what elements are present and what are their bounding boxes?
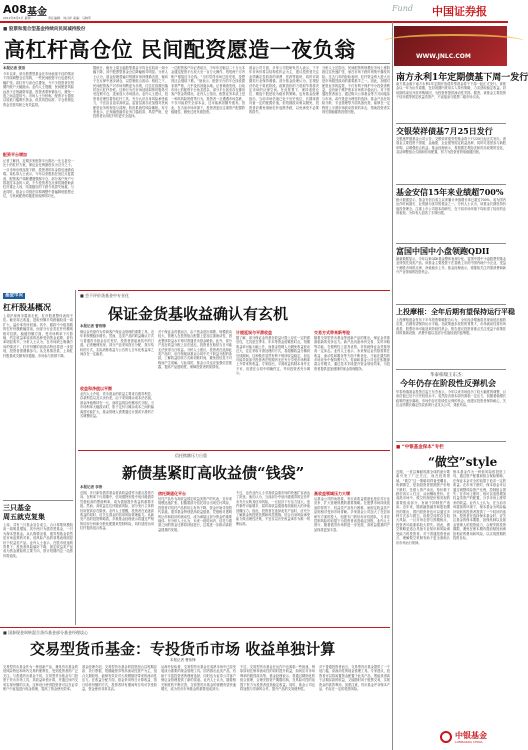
fund-en-label: Fund [392, 4, 413, 13]
masthead-rule [0, 21, 508, 23]
date-line: 2012年8月6日 星期一 [3, 16, 34, 20]
footer-logo-text: 中银基金 [455, 731, 487, 740]
bottom-headline: 交易型货币基金：专投货币市场 收益单独计算 [30, 640, 336, 658]
lead-body-col2: 据统计，截至上周五偏股型基金平均仓位较前一周小幅下降，其中股票型基金仓位降幅相对明显。分析人士认为，基金经理普遍对短期市场持谨慎态度，倾向于在反弹中逐步减仓，以控制组合波动。相较之下，民间配资客户对市场判断更为乐观，往往在指数回落时加大杠杆抄底。这种行为在市场延续弱势时极易引发连锁平仓，进而放大市场波动。业内人士建议，投资者应理性看待杠杆工具，充分认识自身风险承受能力，不宜盲目追求高收益。监管层面亦应加强对民间配资业务的规范与清理，防范系统性风险累积。有专家表示，正规融资融券业务门槛较高、风控严格，是投资者运用杠杆的更安全选择。 [93, 66, 168, 119]
right-rule-1 [396, 123, 506, 124]
story3-top-rule [78, 450, 390, 451]
footer-logo[interactable] [440, 728, 506, 748]
editor-line: 责任编辑：刘兴祥 美编：马晓军 [48, 16, 91, 20]
right-rule-5 [396, 369, 506, 370]
right-column-divider [392, 22, 393, 750]
story2-body-col2: 对于保证金货基而言，由于资金进出频繁，规模波动较大，管理人在投资组合配置上更加注重流动性，因此整体收益水平相对普通货币基金略低。此外，部分产品在收益分配上存在延迟，投资者在赎回当日可能无法获得当日收益。分析人士建议，投资者在选择此类产品时，应仔细阅读基金合同中关于收益分配的条款，了解收益结转方式和到账时间，避免因信息不对称而产生误解。与此同时，基金公司也应加强信息披露，提高产品透明度，保障投资者的知情权。 [158, 330, 232, 370]
lead-rule [3, 63, 390, 64]
story2-kicker: ■ 会不评价货基金中专业化 [80, 293, 130, 298]
right-feature-title: “做空”style [428, 455, 498, 469]
lead-subhead: 配资平台增加 [3, 152, 27, 157]
story2-body-col1b: 业内人士介绍，货币基金的收益主要来自债券利息、存款利息以及买卖价差。由于采用摊余成本法估值，基金净值维持在一元，而收益则以份额形式分配。当市场利率大幅波动时，影子定价与摊余成本之间的偏离度可能扩大，基金管理人需要通过计提或平滑的方式调整收益。 [80, 392, 154, 419]
story2-body-col3: 据了解，部分保证金货基在收益计提上存在一定的滞后性，尤其是在季末、年末等资金面紧张时点，短期收益率可能大幅上升，而基金管理人为避免收益波动过大，往往采取平滑处理的方式，将超额收益分摊到后续期间。这种做法虽然有利于保持收益稳定，但也可能导致部分投资者在短期内无法充分享受市场利率上升带来的收益。专家指出，平滑收益机制本身并无不妥，但需在合同中明确约定，并向投资者充分揭示。 [236, 336, 310, 376]
bottom-body-col2: 基金经理介绍，交易型货币基金的投资组合以短期存款、央行票据、短期融资券等高流动性资产为主，组合久期较短，能够有效应对大规模赎回带来的流动性压力。在收益分配方面，基金采用每日计算收益、按日结转份额的方式，投资者持有期间每日均可享受收益，资金使用非常灵活。 [82, 665, 157, 692]
bottom-body-col4: 不过，交易型货币基金在运作中也面临一些挑战，例如如何在保持流动性的同时提升收益，如何应对市场利率的剧烈波动等。基金经理表示，将通过精细化的组合管理，合理安排资产期限结构，在风险可控的前提下努力为投资者创造稳定收益。同时，基金公司也将加强与券商的合作，提升产品的交易便利性。 [240, 665, 315, 692]
paper-logo: 中国证券报 [432, 5, 487, 18]
fund-column-header: 基金市况 [5, 293, 23, 298]
lead-body-col1b: 记者了解到，近期多家配资平台推出一比五甚至一比十的杠杆方案，保证金比例最低仅为百分之十。一旦市场出现连续下跌，投资者的本金将迅速被吞噬。某私募人士表示，今年以来股指在低位反复震荡，配资客户频繁遭遇强制平仓，部分客户账户亏损超过本金的八成。不少投资者在反弹初期借助高杠杆重仓入场，结果随后的下跌令其损失惨重。与此同时，基金公司则在结构调整中普遍降低股票仓位，与民间配资的激进形成鲜明对比。 [3, 159, 74, 199]
bottom-byline: 本报记者 曹伟锋 [170, 658, 196, 662]
story2-byline: 本报记者 曹伟锋 [80, 324, 106, 328]
page-number: A08 [3, 3, 27, 16]
bottom-body-col3: 从海外经验看，交易型货币基金在成熟市场中已经发展成为重要的现金管理工具。国内推出此类产品，有助于丰富投资者的理财选择，同时也为证券公司客户保证金管理提供了新的渠道。业内人士认为，随着相关制度的不断完善，交易型货币基金的规模有望快速增长，成为货币市场基金的重要组成部分。 [161, 665, 236, 692]
right-rule-6 [396, 441, 506, 442]
masthead [0, 0, 508, 22]
story3-body-col3: 不过，也有业内人士对高收益债市场的快速扩容表达了担忧。他们认为，当前部分中低评级债券的定价并未充分反映其信用风险，一旦经济下行压力加大，违约事件可能增多，届时高收益债基将面临较大的净值回撤压力。因此，投资者在选择此类产品时，应充分了解基金的投资范围和风控措施，结合自身风险承受能力做出理性决策，不宜仅以历史收益率作为唯一判断标准。 [236, 491, 310, 526]
story3-body-col2: 信托产品作为高收益固定收益类资产的代表，近年来规模迅速扩张。但随着部分信托项目出现兑付风险，投资者对信托产品的信心有所下降，资金开始寻找替代渠道。债券基金特别是高收益债基，凭借相对透明的运作和较好的流动性，成为承接这部分资金的重要载体。有分析人士认为，未来一段时间内，信托与债基之间的资金迁移将持续进行，这将进一步推动高收益债基的发展。 [158, 497, 232, 532]
story2-top-rule [78, 290, 390, 291]
right-news-body-7: 华泰柏瑞基金投资总监王东杰表示，今年以来市场经历了较大幅度的调整，目前估值已处于历史较低水平。虽然经济基本面仍面临一定压力，但随着稳增长政策的逐步落地，市场仍存在阶段性反弹的机会。他建议投资者保持耐心，关注业绩增长确定性较高的行业龙头公司，逢低布局。 [396, 390, 506, 408]
right-feature-body-col1: 近期，一首以舞蹈风靡全球的流行歌曲引发了广泛关注，而在投资领域，“做空”这一策略同样备受瞩目。所谓做空，是指投资者预期资产价格下跌时，先借入资产卖出，待价格下跌后再买入归还，从而赚取差价。在成熟市场中，做空机制是价格发现的重要组成部分，有助于抑制资产泡沫。近年来，随着融资融券和股指期货的推出，国内投资者也可以通过多种方式参与做空。但做空同样存在较大风险，一旦市场走势与预期相反，投资者可能面临较大损失。因此，做空策略更适合具备专业知识和风险承受能力的投资者。对于普通投资者而言，理解做空机制有助于更全面地认识市场运行规律。 [396, 470, 450, 545]
story3-headline: 新债基紧盯高收益债“钱袋” [122, 464, 305, 482]
story2-sub2: 计提延误与平滑收益 [236, 330, 272, 335]
story3-sub1: 信托渠道化平台 [158, 491, 186, 496]
ad-banner[interactable] [394, 26, 507, 66]
story3-byline: 本报记者 李涛 [80, 485, 103, 489]
bottom-top-rule [0, 627, 390, 628]
right-news-body-2: 交银施罗德基金公司公告，交银荣祥债券型基金将于7月25日起正式发行。该基金主要投资于国债、金融债、企业债等固定收益品种，同时可适度参与新股申购，以增强组合收益。基金经理表示，将根据宏观经济和货币政策的变化，灵活调整组合久期和信用配置，努力为投资者获取稳健回报。 [396, 137, 506, 155]
story2-sub3: 交易方式带来新考验 [314, 330, 350, 335]
right-rule-3 [396, 243, 506, 244]
right-news-body-5: 上投摩根基金发布下半年投资策略报告认为，全年经济增速将呈现前低后稳的走势，后期有望保持运行平稳。在政策逐步放松的背景下，市场流动性将有所改善，股票市场可能迎来阶段性机会。报告建议投资者重点关注受益于政策扶持的基础设施、消费升级以及部分估值较低的蓝筹股。 [396, 318, 506, 336]
right-news-title-2: 交银荣祥债基7月25日发行 [396, 126, 493, 136]
lead-headline: 高杠杆高仓位 民间配资愿造一夜负翁 [4, 37, 356, 62]
bottom-kicker-text: 国泰现金周转混合货币基金部分基金经理谈心 [8, 630, 89, 635]
right-news-body-3: 统计数据显示，基金安信自成立以来累计净值增长率已超过700%，成为国内运作时间最长、业绩最为优异的基金之一。分析人士认为，该基金长期坚持价值投资理念，注重上市公司基本面研究，在不同市场环境下均取得了较好的业绩表现，为持有人创造了丰厚回报。 [396, 198, 506, 216]
right-news-title-1: 南方永利1年定期债基下周一发行 [396, 73, 528, 83]
story3-body-col1: 近期，多只新发债券基金将高收益债作为重点投资方向。在利率下行周期中，信用债特别是中低评级债券凭借较高的票面利率，成为债基提升收益的重要手段。然而，高收益往往伴随高风险，部分发行主体的信用资质存在隐忧。业内人士提醒，投资者在追逐高收益的同时，应关注基金的信用风险管理能力。从新发产品的投资策略看，多数基金经理表示将通过严格的信用分析和分散化配置来控制风险，同时适度运用杠杆提高组合收益。 [80, 491, 154, 531]
right-feature-body-col2: 保本基金作为一种低风险的投资工具，通过资产配置和组合保险策略，在保证本金安全的前提下追求一定的收益。在市场下跌时，保本基金可以通过调整风险资产比例，控制组合损失；在市场上涨时，则可以适度增加权益类资产的配置，分享市场上涨带来的收益。业内人士认为，在当前市场震荡的环境下，保本基金为风险偏好较低的投资者提供了一个较好的选择。投资者在选择保本基金时，应关注基金的保本期限、担保机制以及基金管理人的投资能力，合理安排投资期限，避免在保本期内提前赎回而承担相应的费用和风险，以实现预期的投资目标。 [453, 470, 506, 541]
bottom-kicker: ■ 国泰现金周转混合货币基金部分基金经理谈心 [3, 630, 89, 635]
right-rule-2 [396, 184, 506, 185]
fund-column-body2: 上周，共有三只基金宣告成立，合计募集规模较前一周明显增加。其中两只为债券型基金，一只为保本型基金。从认购情况看，债券型基金依然是市场追捧的对象，低风险产品的募集表现明显好于权益类产品。业内人士表示，在股市低迷的背景下，投资者风险偏好下降，固定收益类产品成为资金避险的主要方向，预计短期内这一趋势仍将延续。 [3, 523, 73, 558]
bottom-body-col5: 对于普通投资者而言，交易型货币基金提供了一个低门槛、高流动性的现金管理工具。专家建议，投资者可以将闲置资金配置于此类产品，既能获得高于活期存款的收益，又能随时用于股票交易，实现资金的高效利用。但需注意，货币基金并非保本产品，仍存在一定的投资风险。 [319, 665, 390, 692]
story3-kicker-text: 信托赎额压力日重 [175, 453, 207, 458]
right-news-title-4: 富国中国中小盘领跑QDII [396, 246, 490, 256]
story3-body-col4: 从基金公司的角度看，发行高收益债基也是应对行业竞争、扩大管理规模的重要策略。在股票市场持续低迷的背景下，权益类产品发行困难，而固定收益类产品则相对受到市场青睐。多家基金公司加大了在信用研究方面的投入，组建专门的信用评估团队，力求在控制风险的前提下为投资者创造稳定回报。业内人士预计，随着债券市场的进一步发展，高收益债基的产品线将更加丰富。 [314, 497, 390, 532]
right-news-title-7: 今年仍存在阶段性反弹机会 [400, 378, 496, 388]
right-news-body-4: 最新数据显示，今年以来QDII基金整体表现分化，富国中国中小盘股票型基金业绩领先同类产品。该基金主要投资于在香港上市的中国内地中小企业，受益于港股市场的反弹，净值稳步上升。基金经理表示，将继续关注内需消费和新兴产业领域的投资机会。 [396, 257, 506, 275]
story3-sub2: 高收益领域压力大增 [314, 491, 350, 496]
fund-column-sub2: 周五就克复集 [3, 513, 45, 521]
right-news-body-1: 南方基金旗下南方永利1年定期开放债券型基金将于下周一起正式发行。该基金以一年为运作周期，在封闭期内采用买入持有策略，力求获取稳定收益。封闭期结束后开放申购赎回，为投资者提供流动性安排。据悉，该基金主要投资于信用债等固定收益类资产，不直接参与股票二级市场买卖。 [396, 82, 506, 100]
lead-kicker-text: 股票和混合型基金持续向民间减持股份 [8, 27, 86, 32]
lead-body-col3: 一位配资客户向记者坦言，今年年初他以二十万元本金通过配资平台放大至一百万元操作，短短两个月内账户便接近平仓线。“当时觉得市场已经见底，没想到还会继续下跌。”他表示，配资平台的平仓线设置非常严格，几乎没有回旋余地。记者调查发现，目前市场上的配资平台鱼龙混杂，部分平台甚至存在挪用客户资金的情况。业内人士指出，配资业务本质上是一种高风险的借贷行为，投资者一旦遭遇市场急跌，不仅可能损失全部本金，还可能承担额外债务。因此，在当前市场环境下，投资者更应注重资产配置的稳健性，避免过度负债投资。 [171, 66, 245, 115]
right-news-title-5: 上投摩根：全年后期有望保持运行平稳 [396, 307, 515, 316]
page-section: 基金 [27, 7, 47, 18]
left-column-divider [75, 290, 76, 625]
fund-column-body: 上周沪深两市震荡走低，杠杆股基整体表现不佳。截至周五收盘，进取份额平均跌幅较前一周扩大，溢价率有所回落。其中，跟踪中小板指数的杠杆份额跌幅居前，而部分行业类杠杆份额则相对抗跌。稳健份额方面，受市场利率下行影响，约定收益率较高的品种受到资金追捧，折价率明显收窄。分析人士认为，在市场缺乏明确方向的情况下，杠杆份额的高波动特征将进一步显现，投资者需谨慎参与。从交易情况看，上周杠杆股基成交额有所萎缩，市场参与热情下降。 [3, 314, 73, 358]
story2-headline: 保证金货基收益确认有玄机 [108, 305, 289, 323]
footer-logo-en: LOMBARDA CHINA [455, 740, 483, 744]
story2-sub1: 收益和净值以平衡 [80, 386, 112, 391]
story2-body-col4: 随着交易型货币基金等创新产品的推出，保证金货基面临新的竞争压力。新产品具备场内交易、实时申赎等功能，在便利性上更具优势，对传统保证金货基形成一定冲击。业内人士表示，未来保证金货基需要在收益、流动性和服务等方面不断优化，才能在激烈的市场竞争中保持吸引力。券商和基金公司也在积极探索合作模式，通过技术手段提升资金划转效率，为投资者提供更加便捷的现金管理服务。 [314, 336, 390, 371]
fund-column-sub1: 三只基金 [3, 504, 31, 512]
right-news-title-6: 华泰柏瑞王东杰： [430, 373, 466, 378]
lead-body-col1: 今年以来，部分股票型基金在市场表现不佳的情况下持续调整仓位结构，一些民间配资平台也借机大幅扩张。高杠杆与高仓位叠加，令不少投资者在短期内账户大幅缩水。业内人士提醒，民间配资风险远高于正规融资渠道，投资者需审慎参与，避免一夜之间由盈转亏。市场人士分析称，配资平台通常以较低门槛吸引资金，但其风控标准、平仓机制及资金托管均缺乏有效监管。 [3, 72, 74, 107]
fund-column-title: 杠杆股基概况 [3, 303, 51, 312]
story2-kicker-text: 会不评价货基金中专业化 [85, 293, 130, 298]
right-news-title-3: 基金安信15年来业绩超700% [396, 187, 504, 197]
bottom-body-col1: 交易型货币基金作为一种创新产品，兼具货币基金的低风险特征和场内交易的便利性，受到投资者的广泛关注。与普通货币基金不同，交易型货币基金专门投资于货币市场工具，其收益单独计算，并通过场内交易实现份额的买卖。这种设计使得投资者可以在证券账户中直接进行现金管理，提高了资金使用效率。 [3, 665, 78, 692]
right-rule-4 [396, 304, 506, 305]
lead-kicker: ■ 股票和混合型基金持续向民间减持股份 [3, 27, 86, 32]
lead-byline: 本报记者 张洁 [3, 66, 26, 70]
fund-column-rule [3, 500, 73, 501]
story2-body-col1: 保证金货基作为券商客户保证金管理的重要工具，近年来规模稳步增长。然而，这类产品的收益确认方式与普通货币基金存在差异，投资者需留意其中的门道。记者梳理发现，部分产品采用按日分配、按月结转的方式，实际到账收益与公告的七日年化收益率之间存在一定偏差。 [80, 330, 154, 357]
ad-swoosh [384, 34, 524, 48]
right-feature-kicker-text: “中银基金保本”专栏 [401, 445, 444, 450]
lead-body-col4: 基金公司方面，多家公司投研负责人表示，下半年市场仍将以结构性机会为主，建议投资者关注业绩确定性较高的消费、医药等板块，同时对周期类行业保持谨慎。部分基金经理认为，宏观经济仍处于筑底阶段，政策放松的力度和节奏将决定市场的反弹空间。在此背景下，保持适度仓位、精选个股是较为稳妥的策略。也有基金经理指出，当前市场估值已处于历史低位，长期来看具备一定的配置价值，但短期波动难以避免，投资者应避免借助杠杆追涨杀跌，以免承受不必要的损失。 [249, 66, 319, 115]
story3-kicker [175, 453, 207, 459]
lead-body-col5: 分析人士还指出，民间配资的规模在市场上涨阶段往往快速扩张，而在市场下跌时则集中爆发风险。过去几年的经验表明，杠杆资金的大进大出是市场剧烈波动的重要推手之一。因此，加强对配资业务的监管，不仅有利于保护中小投资者利益，也有助于维护资本市场的平稳运行。对于普通投资者而言，通过购买公募基金等方式间接参与市场，或许是更为理性的选择。基金产品在风险分散、专业管理等方面具备优势，能够在一定程度上平滑市场波动带来的冲击，帮助投资者实现长期稳健的投资回报。 [322, 66, 390, 115]
bank-logo-icon [440, 731, 452, 743]
right-feature-kicker: ■ “中银基金保本”专栏 [396, 445, 444, 450]
ad-url[interactable]: WWW.JNLC.COM [416, 53, 471, 60]
